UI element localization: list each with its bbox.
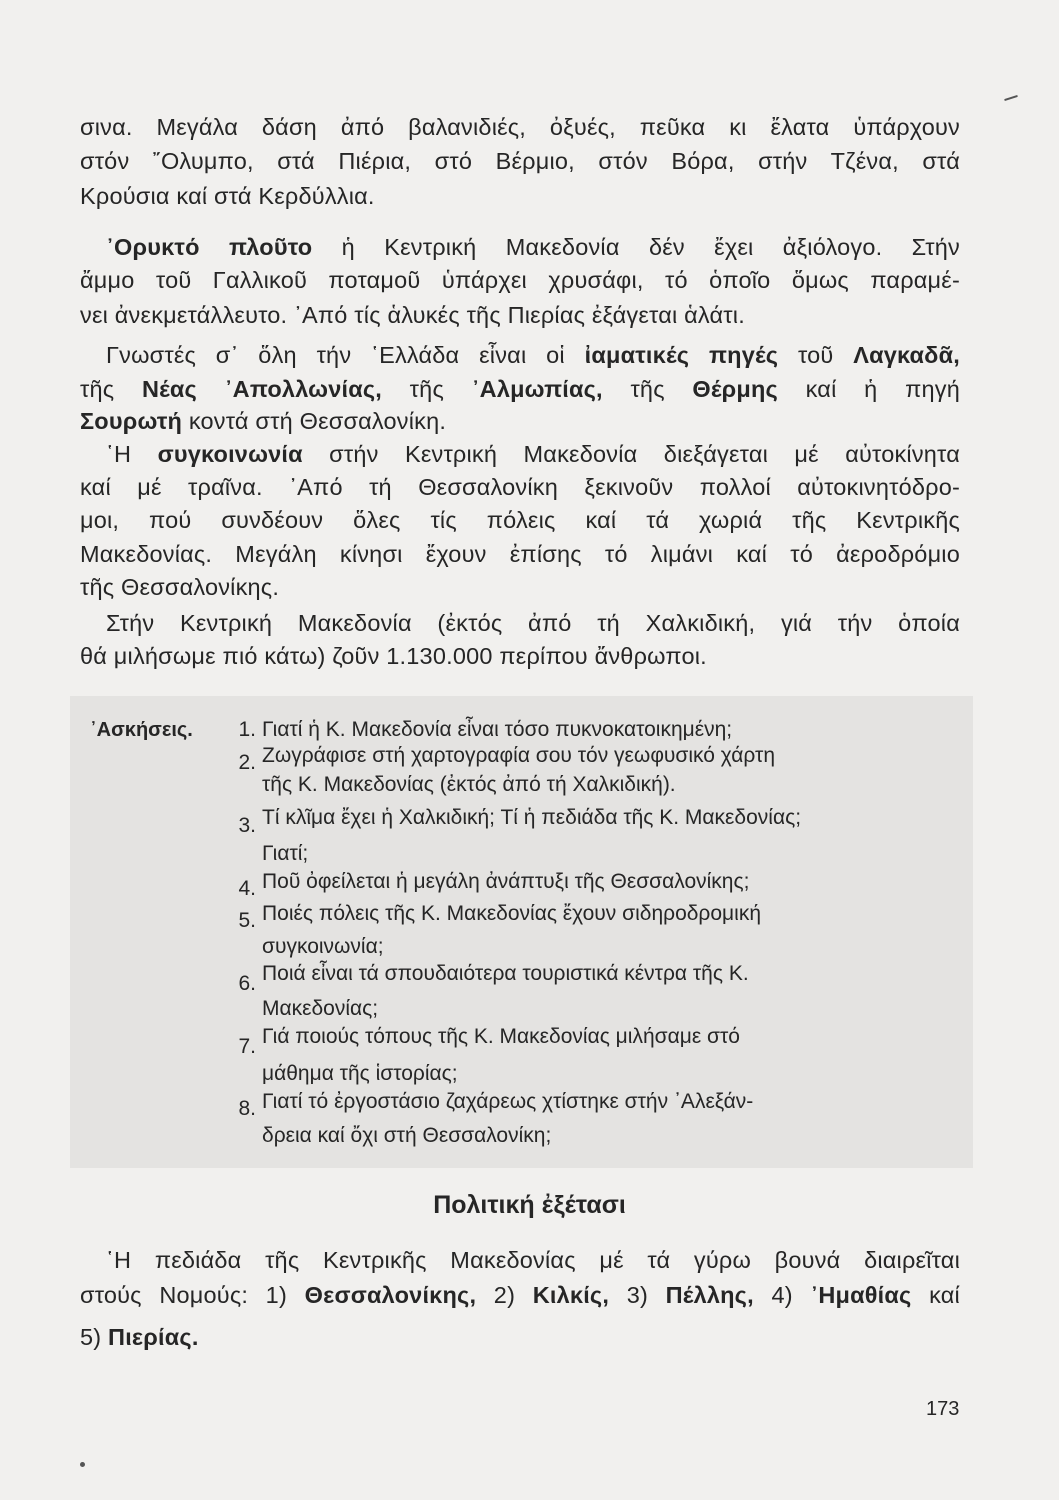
- prefectures-text-e: 3): [609, 1282, 666, 1308]
- forests-line-1: σινα. Μεγάλα δάση ἀπό βαλανιδιές, ὀξυές, πεῦκα κι ἔλατα ὑπάρχουν: [80, 114, 960, 140]
- transport-text-c: στήν Κεντρική Μακεδονία διεξάγεται μέ αὐτοκίνητα: [302, 441, 960, 467]
- minerals-term: ᾿Ορυκτό πλοῦτο: [106, 234, 313, 260]
- springs-line-3: [80, 410, 960, 434]
- minerals-line-1-text: ἡ Κεντρική Μακεδονία δέν ἔχει ἀξιόλογο. Στήν: [312, 234, 960, 260]
- exercise-8-line-1: Γιατί τό ἐργοστάσιο ζαχάρεως χτίστηκε στήν ᾿Αλεξάν-: [262, 1090, 754, 1113]
- springs-thermi: Θέρμης: [692, 376, 778, 402]
- exercise-8-number: 8.: [238, 1097, 256, 1120]
- exercise-5-number: 5.: [238, 909, 256, 932]
- exercise-1-number: 1.: [238, 718, 256, 741]
- exercise-5-line-2: συγκοινωνία;: [262, 935, 384, 958]
- scan-mark: [1004, 95, 1018, 101]
- exercise-4-number: 4.: [238, 877, 256, 900]
- prefecture-pieria: Πιερίας.: [108, 1324, 199, 1350]
- scan-speck: [80, 1462, 85, 1467]
- exercise-2-line-2: τῆς Κ. Μακεδονίας (ἐκτός ἀπό τή Χαλκιδική).: [262, 773, 676, 796]
- exercise-7-line-2: μάθημα τῆς ἱστορίας;: [262, 1062, 458, 1085]
- page-number: 173: [926, 1398, 960, 1420]
- springs-text-2c: τῆς: [382, 376, 472, 402]
- prefectures-text-a: στούς Νομούς: 1): [80, 1282, 305, 1308]
- springs-text-c: τοῦ: [778, 342, 854, 368]
- exercise-6-line-2: Μακεδονίας;: [262, 997, 379, 1020]
- section-heading: Πολιτική ἐξέτασι: [433, 1191, 626, 1219]
- prefectures-line-1: ῾Η πεδιάδα τῆς Κεντρικῆς Μακεδονίας μέ τά γύρω βουνά διαιρεῖται: [106, 1247, 960, 1273]
- exercise-3-line-1: Τί κλῖμα ἔχει ἡ Χαλκιδική; Τί ἡ πεδιάδα τῆς Κ. Μακεδονίας;: [262, 806, 802, 829]
- transport-text-a: ῾Η: [106, 441, 158, 467]
- springs-text-2a: τῆς: [80, 376, 142, 402]
- exercise-3-number: 3.: [238, 814, 256, 837]
- exercises-label: ᾿Ασκήσεις.: [90, 719, 193, 741]
- exercise-4-line-1: Ποῦ ὀφείλεται ἡ μεγάλη ἀνάπτυξι τῆς Θεσσαλονίκης;: [262, 870, 750, 893]
- minerals-line-2: ἄμμο τοῦ Γαλλικοῦ ποταμοῦ ὑπάρχει χρυσάφι, τό ὁποῖο ὅμως παραμέ-: [80, 267, 960, 293]
- minerals-line-1: [106, 236, 960, 260]
- prefecture-thessaloniki: Θεσσαλονίκης,: [304, 1282, 477, 1308]
- exercise-6-number: 6.: [238, 972, 256, 995]
- exercise-1-line-1: Γιατί ἡ Κ. Μακεδονία εἶναι τόσο πυκνοκατοικημένη;: [262, 718, 733, 741]
- transport-line-5: τῆς Θεσσαλονίκης.: [80, 574, 280, 600]
- transport-line-2: καί μέ τραῖνα. ᾿Από τή Θεσσαλονίκη ξεκινοῦν πολλοί αὐτοκινητόδρο-: [80, 474, 960, 500]
- springs-text-2e: τῆς: [602, 376, 693, 402]
- prefectures-text-3a: 5): [80, 1324, 109, 1350]
- springs-text-a: Γνωστές σ᾿ ὅλη τήν ῾Ελλάδα εἶναι οἱ: [106, 342, 585, 368]
- springs-nea-apollonia: Νέας ᾿Απολλωνίας,: [141, 376, 383, 402]
- springs-term: ἰαματικές πηγές: [584, 342, 779, 368]
- population-line-1: Στήν Κεντρική Μακεδονία (ἐκτός ἀπό τή Χαλκιδική, γιά τήν ὁποία: [106, 610, 960, 636]
- prefecture-pella: Πέλλης,: [665, 1282, 754, 1308]
- transport-term: συγκοινωνία: [157, 441, 303, 467]
- transport-line-1: [106, 443, 960, 467]
- forests-line-3: Κρούσια καί στά Κερδύλλια.: [80, 183, 375, 209]
- prefectures-line-3: [80, 1326, 960, 1350]
- prefectures-text-g: 4): [753, 1282, 811, 1308]
- springs-line-1: [106, 344, 960, 368]
- prefectures-line-2: [80, 1284, 960, 1308]
- exercise-8-line-2: δρεια καί ὄχι στή Θεσσαλονίκη;: [262, 1124, 552, 1147]
- springs-sourotí: Σουρωτή: [80, 408, 183, 434]
- springs-line-2: [80, 378, 960, 402]
- prefectures-text-c: 2): [476, 1282, 533, 1308]
- exercise-2-number: 2.: [238, 751, 256, 774]
- exercise-5-line-1: Ποιές πόλεις τῆς Κ. Μακεδονίας ἔχουν σιδηροδρομική: [262, 902, 762, 925]
- prefecture-imathia: ᾿Ημαθίας: [810, 1282, 912, 1308]
- minerals-line-3: νει ἀνεκμετάλλευτο. ᾿Από τίς ἁλυκές τῆς Πιερίας ἐξάγεται ἁλάτι.: [80, 302, 745, 328]
- exercise-2-line-1: Ζωγράφισε στή χαρτογραφία σου τόν γεωφυσικό χάρτη: [262, 744, 776, 767]
- prefecture-kilkis: Κιλκίς,: [532, 1282, 610, 1308]
- transport-line-3: μοι, πού συνδέουν ὅλες τίς πόλεις καί τά χωριά τῆς Κεντρικῆς: [80, 507, 960, 533]
- prefectures-text-i: καί: [911, 1282, 960, 1308]
- springs-almopia: ᾿Αλμωπίας,: [471, 376, 603, 402]
- exercise-6-line-1: Ποιά εἶναι τά σπουδαιότερα τουριστικά κέντρα τῆς Κ.: [262, 962, 749, 985]
- exercise-7-number: 7.: [238, 1035, 256, 1058]
- springs-text-2g: καί ἡ πηγή: [777, 376, 960, 402]
- population-line-2: θά μιλήσωμε πιό κάτω) ζοῦν 1.130.000 περίπου ἄνθρωποι.: [80, 643, 707, 669]
- transport-line-4: Μακεδονίας. Μεγάλη κίνησι ἔχουν ἐπίσης τό λιμάνι καί τό ἀεροδρόμιο: [80, 541, 960, 567]
- springs-text-3b: κοντά στή Θεσσαλονίκη.: [182, 408, 447, 434]
- exercise-7-line-1: Γιά ποιούς τόπους τῆς Κ. Μακεδονίας μιλήσαμε στό: [262, 1025, 740, 1048]
- springs-lagkadas: Λαγκαδᾶ,: [853, 342, 961, 368]
- forests-line-2: στόν ῎Ολυμπο, στά Πιέρια, στό Βέρμιο, στόν Βόρα, στήν Τζένα, στά: [80, 148, 960, 174]
- exercise-3-line-2: Γιατί;: [262, 842, 309, 865]
